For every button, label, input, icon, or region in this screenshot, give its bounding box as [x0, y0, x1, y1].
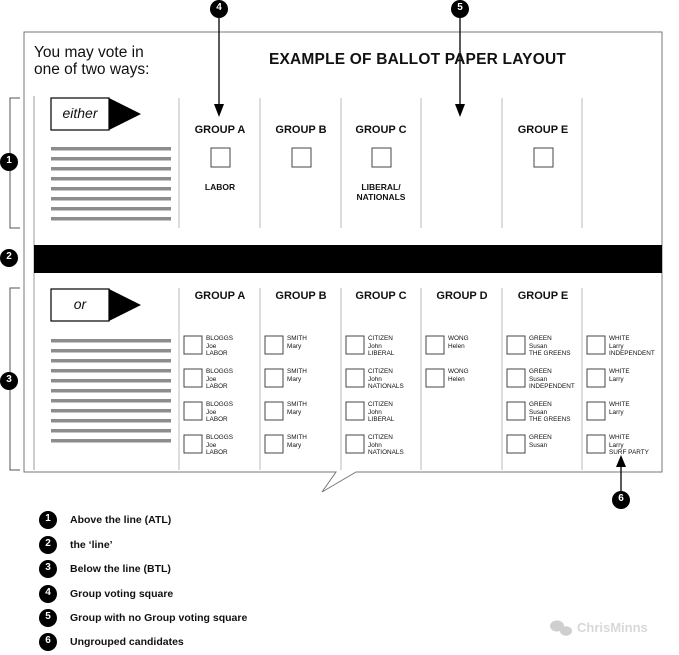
marker-2: 2	[6, 251, 12, 262]
candidate-c-4	[368, 434, 428, 457]
candidate-given: John	[368, 441, 382, 449]
candidate-d-1	[448, 335, 508, 350]
candidate-surname: GREEN	[529, 368, 552, 375]
intro-line-2: one of two ways:	[34, 61, 150, 78]
intro-line-1: You may vote in	[34, 44, 144, 61]
candidate-e-3	[529, 401, 589, 424]
candidate-surname: WONG	[448, 335, 469, 342]
candidate-given: Larry	[609, 441, 624, 449]
candidate-given: Susan	[529, 342, 548, 350]
group-b-voting-square[interactable]	[292, 148, 311, 167]
legend-num-5: 5	[45, 611, 51, 622]
watermark-text: ChrisMinns	[577, 620, 648, 635]
candidate-surname: SMITH	[287, 335, 307, 342]
candidate-given: Larry	[609, 408, 624, 416]
candidate-surname: SMITH	[287, 434, 307, 441]
candidate-given: Susan	[529, 408, 548, 416]
candidate-surname: WHITE	[609, 401, 630, 408]
legend-circles	[39, 511, 57, 651]
legend-label-4: Group voting square	[70, 588, 174, 600]
candidate-surname: BLOGGS	[206, 335, 233, 342]
candidate-a-3	[206, 401, 266, 424]
atl-group-a-party: LABOR	[204, 182, 236, 192]
marker-6: 6	[618, 493, 624, 504]
candidate-surname: SMITH	[287, 368, 307, 375]
ballot-line-bar	[34, 245, 662, 273]
candidate-given: Susan	[529, 441, 548, 449]
candidate-b-2	[287, 368, 347, 383]
btl-group-d-heading: GROUP D	[436, 290, 488, 302]
candidate-party: THE GREENS	[529, 416, 571, 424]
atl-way-label: either	[62, 105, 98, 121]
candidate-given: John	[368, 408, 382, 416]
intro-text	[34, 44, 184, 78]
group-c-voting-square[interactable]	[372, 148, 391, 167]
legend-num-6: 6	[45, 635, 51, 646]
candidate-surname: BLOGGS	[206, 401, 233, 408]
candidate-given: Mary	[287, 375, 302, 383]
btl-way-label: or	[73, 296, 87, 312]
candidate-surname: GREEN	[529, 335, 552, 342]
candidate-surname: WONG	[448, 368, 469, 375]
atl-group-b-heading: GROUP B	[275, 124, 327, 136]
btl-group-c-heading: GROUP C	[355, 290, 407, 302]
atl-group-e-heading: GROUP E	[517, 124, 569, 136]
candidate-given: Joe	[206, 441, 217, 449]
candidate-party: NATIONALS	[368, 383, 404, 391]
candidate-party: INDEPENDENT	[609, 350, 655, 358]
candidate-surname: CITIZEN	[368, 434, 393, 441]
candidate-given: John	[368, 342, 382, 350]
candidate-party: LABOR	[206, 383, 228, 391]
candidate-b-3	[287, 401, 347, 416]
candidate-a-2	[206, 368, 266, 391]
ballot-title: EXAMPLE OF BALLOT PAPER LAYOUT	[268, 51, 567, 68]
candidate-given: Joe	[206, 408, 217, 416]
candidate-surname: BLOGGS	[206, 434, 233, 441]
marker-5: 5	[457, 2, 463, 13]
candidate-b-1	[287, 335, 347, 350]
candidate-given: Susan	[529, 375, 548, 383]
candidate-given: Mary	[287, 342, 302, 350]
candidate-surname: CITIZEN	[368, 401, 393, 408]
candidate-given: Larry	[609, 375, 624, 383]
group-a-voting-square[interactable]	[211, 148, 230, 167]
candidate-surname: GREEN	[529, 434, 552, 441]
legend-num-4: 4	[45, 587, 51, 598]
candidate-surname: CITIZEN	[368, 368, 393, 375]
legend-num-3: 3	[45, 562, 51, 573]
wechat-icon	[550, 621, 572, 636]
candidate-u-2	[609, 368, 669, 383]
candidate-u-4	[609, 434, 669, 457]
candidate-given: Mary	[287, 408, 302, 416]
candidate-e-2	[529, 368, 589, 391]
candidate-party: LIBERAL	[368, 416, 395, 424]
candidate-surname: BLOGGS	[206, 368, 233, 375]
legend-label-6: Ungrouped candidates	[70, 636, 184, 648]
atl-group-a-heading: GROUP A	[194, 124, 246, 136]
legend-label-2: the ‘line’	[70, 539, 113, 551]
candidate-party: THE GREENS	[529, 350, 571, 358]
atl-group-c-party-line-1: LIBERAL/	[361, 182, 401, 192]
candidate-b-4	[287, 434, 347, 449]
candidate-party: LABOR	[206, 416, 228, 424]
atl-group-c-party-line-2: NATIONALS	[356, 192, 406, 202]
candidate-given: Larry	[609, 342, 624, 350]
atl-group-c-heading: GROUP C	[355, 124, 407, 136]
candidate-surname: CITIZEN	[368, 335, 393, 342]
candidate-given: Joe	[206, 342, 217, 350]
marker-1: 1	[6, 155, 12, 166]
btl-group-b-heading: GROUP B	[275, 290, 327, 302]
candidate-surname: GREEN	[529, 401, 552, 408]
marker-4: 4	[216, 2, 222, 13]
btl-group-a-heading: GROUP A	[194, 290, 246, 302]
candidate-c-2	[368, 368, 428, 391]
candidate-party: LIBERAL	[368, 350, 395, 358]
legend-label-5: Group with no Group voting square	[70, 612, 248, 624]
candidate-surname: WHITE	[609, 368, 630, 375]
legend-num-1: 1	[45, 513, 51, 524]
candidate-a-1	[206, 335, 266, 358]
candidate-given: John	[368, 375, 382, 383]
candidate-party: SURF PARTY	[609, 449, 649, 457]
btl-group-e-heading: GROUP E	[517, 290, 569, 302]
legend-label-1: Above the line (ATL)	[70, 514, 172, 526]
candidate-u-3	[609, 401, 669, 416]
atl-group-c-party	[341, 182, 421, 202]
candidate-given: Joe	[206, 375, 217, 383]
candidate-d-2	[448, 368, 508, 383]
candidate-surname: SMITH	[287, 401, 307, 408]
candidate-c-1	[368, 335, 428, 358]
candidate-surname: WHITE	[609, 434, 630, 441]
candidate-u-1	[609, 335, 669, 358]
candidate-given: Mary	[287, 441, 302, 449]
candidate-e-1	[529, 335, 589, 358]
candidate-given: Helen	[448, 342, 465, 350]
legend-num-2: 2	[45, 538, 51, 549]
marker-3: 3	[6, 374, 12, 385]
candidate-e-4	[529, 434, 589, 449]
candidate-party: LABOR	[206, 449, 228, 457]
group-e-voting-square[interactable]	[534, 148, 553, 167]
candidate-party: LABOR	[206, 350, 228, 358]
candidate-surname: WHITE	[609, 335, 630, 342]
candidate-party: NATIONALS	[368, 449, 404, 457]
candidate-a-4	[206, 434, 266, 457]
candidate-c-3	[368, 401, 428, 424]
legend-label-3: Below the line (BTL)	[70, 563, 171, 575]
candidate-given: Helen	[448, 375, 465, 383]
candidate-party: INDEPENDENT	[529, 383, 575, 391]
